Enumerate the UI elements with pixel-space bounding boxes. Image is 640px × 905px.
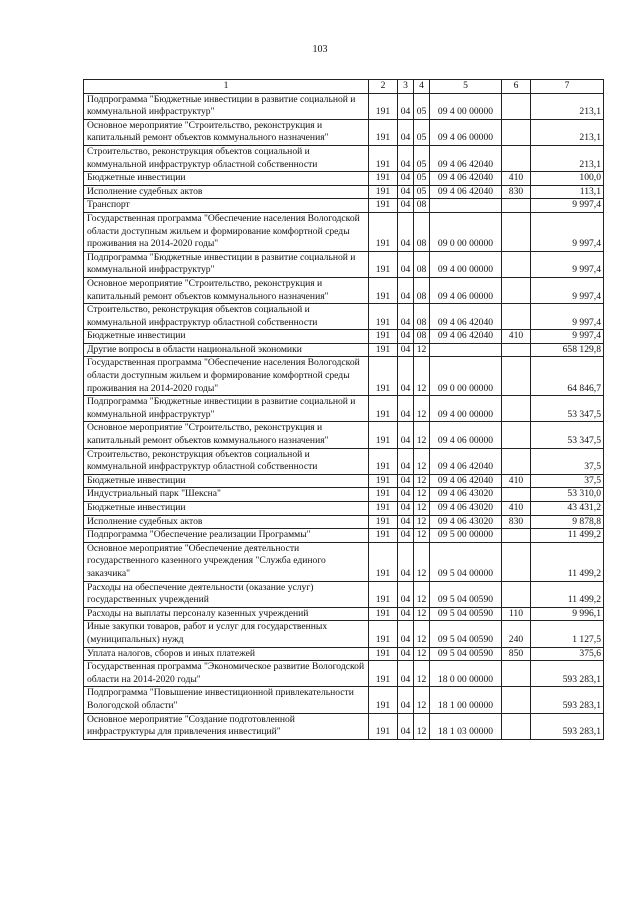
section-code-cell: 04 (398, 277, 414, 303)
expense-type-cell: 110 (502, 607, 531, 621)
amount-cell: 113,1 (531, 185, 604, 199)
amount-cell: 9 997,4 (531, 212, 604, 251)
ministry-code-cell: 191 (369, 93, 398, 119)
target-item-cell: 09 4 06 42040 (430, 448, 502, 474)
subsection-code-cell: 12 (414, 474, 430, 488)
page-number: 103 (312, 44, 328, 55)
target-item-cell (430, 343, 502, 357)
column-header: 7 (531, 80, 604, 94)
ministry-code-cell: 191 (369, 330, 398, 344)
target-item-cell: 09 4 06 43020 (430, 515, 502, 529)
subsection-code-cell: 12 (414, 448, 430, 474)
row-name-cell: Основное мероприятие "Строительство, реконструкция и капитальный ремонт объектов коммунального назначения" (84, 422, 369, 448)
row-name-cell: Индустриальный парк "Шексна" (84, 488, 369, 502)
subsection-code-cell: 12 (414, 357, 430, 396)
amount-cell: 9 878,8 (531, 515, 604, 529)
expense-type-cell (502, 357, 531, 396)
target-item-cell: 09 4 06 42040 (430, 145, 502, 171)
row-name-cell: Основное мероприятие "Строительство, реконструкция и капитальный ремонт объектов коммунального назначения" (84, 277, 369, 303)
subsection-code-cell: 08 (414, 251, 430, 277)
expense-type-cell (502, 687, 531, 713)
section-code-cell: 04 (398, 687, 414, 713)
expense-type-cell (502, 251, 531, 277)
row-name-cell: Подпрограмма "Обеспечение реализации Программы" (84, 529, 369, 543)
table-body (84, 93, 604, 739)
column-header: 3 (398, 80, 414, 94)
target-item-cell: 09 5 04 00590 (430, 647, 502, 661)
row-name-cell: Иные закупки товаров, работ и услуг для государственных (муниципальных) нужд (84, 621, 369, 647)
expense-type-cell: 830 (502, 515, 531, 529)
subsection-code-cell: 08 (414, 277, 430, 303)
target-item-cell: 09 5 00 00000 (430, 529, 502, 543)
table-row (84, 185, 604, 199)
target-item-cell: 09 0 00 00000 (430, 212, 502, 251)
expense-type-cell (502, 542, 531, 581)
target-item-cell: 09 0 00 00000 (430, 357, 502, 396)
target-item-cell: 09 4 06 42040 (430, 172, 502, 186)
subsection-code-cell: 12 (414, 621, 430, 647)
expense-type-cell: 410 (502, 330, 531, 344)
ministry-code-cell: 191 (369, 515, 398, 529)
amount-cell: 100,0 (531, 172, 604, 186)
expense-type-cell (502, 119, 531, 145)
row-name-cell: Другие вопросы в области национальной экономики (84, 343, 369, 357)
table-row (84, 448, 604, 474)
table-row (84, 474, 604, 488)
amount-cell: 593 283,1 (531, 687, 604, 713)
section-code-cell: 04 (398, 542, 414, 581)
ministry-code-cell: 191 (369, 172, 398, 186)
expense-type-cell (502, 396, 531, 422)
section-code-cell: 04 (398, 422, 414, 448)
expense-type-cell: 850 (502, 647, 531, 661)
amount-cell: 43 431,2 (531, 502, 604, 516)
section-code-cell: 04 (398, 529, 414, 543)
section-code-cell: 04 (398, 713, 414, 739)
expense-type-cell: 830 (502, 185, 531, 199)
budget-table (83, 79, 604, 740)
table-row (84, 172, 604, 186)
row-name-cell: Государственная программа "Обеспечение населения Вологодской области доступным жильем и формирование комфортной среды проживания на 2014-2020 годы" (84, 357, 369, 396)
row-name-cell: Уплата налогов, сборов и иных платежей (84, 647, 369, 661)
section-code-cell: 04 (398, 145, 414, 171)
expense-type-cell (502, 304, 531, 330)
section-code-cell: 04 (398, 304, 414, 330)
row-name-cell: Государственная программа "Обеспечение населения Вологодской области доступным жильем и формирование комфортной среды проживания на 2014-2020 годы" (84, 212, 369, 251)
section-code-cell: 04 (398, 119, 414, 145)
subsection-code-cell: 12 (414, 343, 430, 357)
row-name-cell: Бюджетные инвестиции (84, 330, 369, 344)
ministry-code-cell: 191 (369, 119, 398, 145)
column-header: 1 (84, 80, 369, 94)
expense-type-cell (502, 713, 531, 739)
amount-cell: 213,1 (531, 145, 604, 171)
subsection-code-cell: 12 (414, 687, 430, 713)
ministry-code-cell: 191 (369, 488, 398, 502)
target-item-cell: 09 4 06 00000 (430, 422, 502, 448)
amount-cell: 9 996,1 (531, 607, 604, 621)
table-row (84, 581, 604, 607)
table-row (84, 199, 604, 213)
expense-type-cell (502, 448, 531, 474)
section-code-cell: 04 (398, 448, 414, 474)
subsection-code-cell: 12 (414, 502, 430, 516)
expense-type-cell (502, 212, 531, 251)
amount-cell: 53 347,5 (531, 422, 604, 448)
row-name-cell: Бюджетные инвестиции (84, 502, 369, 516)
ministry-code-cell: 191 (369, 251, 398, 277)
subsection-code-cell: 12 (414, 529, 430, 543)
ministry-code-cell: 191 (369, 474, 398, 488)
amount-cell: 9 997,4 (531, 277, 604, 303)
table-row (84, 488, 604, 502)
ministry-code-cell: 191 (369, 357, 398, 396)
subsection-code-cell: 05 (414, 119, 430, 145)
amount-cell: 9 997,4 (531, 199, 604, 213)
subsection-code-cell: 12 (414, 581, 430, 607)
target-item-cell: 09 4 06 00000 (430, 277, 502, 303)
subsection-code-cell: 12 (414, 661, 430, 687)
ministry-code-cell: 191 (369, 607, 398, 621)
ministry-code-cell: 191 (369, 277, 398, 303)
ministry-code-cell: 191 (369, 621, 398, 647)
amount-cell: 53 347,5 (531, 396, 604, 422)
target-item-cell: 09 4 06 43020 (430, 488, 502, 502)
row-name-cell: Строительство, реконструкция объектов социальной и коммунальной инфраструктур областной собственности (84, 145, 369, 171)
table-row (84, 687, 604, 713)
column-header: 5 (430, 80, 502, 94)
section-code-cell: 04 (398, 251, 414, 277)
target-item-cell: 09 4 06 42040 (430, 304, 502, 330)
expense-type-cell (502, 581, 531, 607)
table-row (84, 304, 604, 330)
table-row (84, 251, 604, 277)
ministry-code-cell: 191 (369, 581, 398, 607)
subsection-code-cell: 05 (414, 145, 430, 171)
subsection-code-cell: 12 (414, 647, 430, 661)
target-item-cell: 09 4 06 42040 (430, 185, 502, 199)
ministry-code-cell: 191 (369, 647, 398, 661)
amount-cell: 213,1 (531, 119, 604, 145)
amount-cell: 11 499,2 (531, 529, 604, 543)
column-header: 2 (369, 80, 398, 94)
section-code-cell: 04 (398, 488, 414, 502)
table-row (84, 119, 604, 145)
ministry-code-cell: 191 (369, 502, 398, 516)
amount-cell: 64 846,7 (531, 357, 604, 396)
subsection-code-cell: 12 (414, 713, 430, 739)
subsection-code-cell: 12 (414, 422, 430, 448)
table-row (84, 607, 604, 621)
expense-type-cell (502, 199, 531, 213)
row-name-cell: Бюджетные инвестиции (84, 172, 369, 186)
row-name-cell: Подпрограмма "Бюджетные инвестиции в развитие социальной и коммунальной инфраструктур" (84, 251, 369, 277)
subsection-code-cell: 12 (414, 515, 430, 529)
section-code-cell: 04 (398, 502, 414, 516)
section-code-cell: 04 (398, 607, 414, 621)
amount-cell: 213,1 (531, 93, 604, 119)
column-header: 4 (414, 80, 430, 94)
target-item-cell: 09 5 04 00590 (430, 607, 502, 621)
table-row (84, 396, 604, 422)
expense-type-cell (502, 343, 531, 357)
expense-type-cell (502, 145, 531, 171)
amount-cell: 658 129,8 (531, 343, 604, 357)
subsection-code-cell: 05 (414, 93, 430, 119)
subsection-code-cell: 08 (414, 304, 430, 330)
subsection-code-cell: 08 (414, 212, 430, 251)
expense-type-cell: 410 (502, 502, 531, 516)
table-row (84, 661, 604, 687)
section-code-cell: 04 (398, 172, 414, 186)
target-item-cell: 09 5 04 00590 (430, 581, 502, 607)
row-name-cell: Бюджетные инвестиции (84, 474, 369, 488)
row-name-cell: Исполнение судебных актов (84, 515, 369, 529)
table-row (84, 357, 604, 396)
expense-type-cell: 410 (502, 172, 531, 186)
row-name-cell: Подпрограмма "Бюджетные инвестиции в развитие социальной и коммунальной инфраструктур" (84, 396, 369, 422)
target-item-cell: 18 1 03 00000 (430, 713, 502, 739)
target-item-cell: 09 4 06 00000 (430, 119, 502, 145)
amount-cell: 9 997,4 (531, 330, 604, 344)
row-name-cell: Строительство, реконструкция объектов социальной и коммунальной инфраструктур областной собственности (84, 448, 369, 474)
ministry-code-cell: 191 (369, 185, 398, 199)
section-code-cell: 04 (398, 515, 414, 529)
table-row (84, 529, 604, 543)
amount-cell: 375,6 (531, 647, 604, 661)
section-code-cell: 04 (398, 199, 414, 213)
target-item-cell: 09 4 06 42040 (430, 474, 502, 488)
table-row (84, 145, 604, 171)
row-name-cell: Основное мероприятие "Создание подготовленной инфраструктуры для привлечения инвестиций" (84, 713, 369, 739)
ministry-code-cell: 191 (369, 199, 398, 213)
table-row (84, 542, 604, 581)
section-code-cell: 04 (398, 647, 414, 661)
section-code-cell: 04 (398, 474, 414, 488)
ministry-code-cell: 191 (369, 687, 398, 713)
row-name-cell: Подпрограмма "Бюджетные инвестиции в развитие социальной и коммунальной инфраструктур" (84, 93, 369, 119)
expense-type-cell (502, 277, 531, 303)
column-header: 6 (502, 80, 531, 94)
subsection-code-cell: 12 (414, 396, 430, 422)
expense-type-cell: 240 (502, 621, 531, 647)
amount-cell: 593 283,1 (531, 661, 604, 687)
expense-type-cell: 410 (502, 474, 531, 488)
row-name-cell: Транспорт (84, 199, 369, 213)
expense-type-cell (502, 529, 531, 543)
row-name-cell: Подпрограмма "Повышение инвестиционной привлекательности Вологодской области" (84, 687, 369, 713)
ministry-code-cell: 191 (369, 145, 398, 171)
subsection-code-cell: 05 (414, 185, 430, 199)
expense-type-cell (502, 488, 531, 502)
table-row (84, 343, 604, 357)
table-row (84, 93, 604, 119)
section-code-cell: 04 (398, 357, 414, 396)
amount-cell: 37,5 (531, 474, 604, 488)
ministry-code-cell: 191 (369, 448, 398, 474)
ministry-code-cell: 191 (369, 343, 398, 357)
section-code-cell: 04 (398, 212, 414, 251)
ministry-code-cell: 191 (369, 304, 398, 330)
table-row (84, 277, 604, 303)
table-row (84, 422, 604, 448)
target-item-cell: 09 4 00 00000 (430, 93, 502, 119)
table-row (84, 330, 604, 344)
target-item-cell: 09 4 06 42040 (430, 330, 502, 344)
ministry-code-cell: 191 (369, 212, 398, 251)
section-code-cell: 04 (398, 396, 414, 422)
section-code-cell: 04 (398, 343, 414, 357)
ministry-code-cell: 191 (369, 529, 398, 543)
amount-cell: 9 997,4 (531, 251, 604, 277)
table-header-row (84, 80, 604, 94)
amount-cell: 593 283,1 (531, 713, 604, 739)
ministry-code-cell: 191 (369, 661, 398, 687)
row-name-cell: Расходы на обеспечение деятельности (оказание услуг) государственных учреждений (84, 581, 369, 607)
table-row (84, 515, 604, 529)
table-row (84, 621, 604, 647)
table-row (84, 212, 604, 251)
row-name-cell: Государственная программа "Экономическое развитие Вологодской области на 2014-2020 годы" (84, 661, 369, 687)
ministry-code-cell: 191 (369, 713, 398, 739)
table-row (84, 713, 604, 739)
ministry-code-cell: 191 (369, 422, 398, 448)
target-item-cell: 09 5 04 00590 (430, 621, 502, 647)
section-code-cell: 04 (398, 93, 414, 119)
amount-cell: 11 499,2 (531, 542, 604, 581)
target-item-cell (430, 199, 502, 213)
amount-cell: 11 499,2 (531, 581, 604, 607)
row-name-cell: Расходы на выплаты персоналу казенных учреждений (84, 607, 369, 621)
row-name-cell: Основное мероприятие "Строительство, реконструкция и капитальный ремонт объектов коммунального назначения" (84, 119, 369, 145)
subsection-code-cell: 12 (414, 542, 430, 581)
target-item-cell: 09 4 00 00000 (430, 251, 502, 277)
row-name-cell: Исполнение судебных актов (84, 185, 369, 199)
table-row (84, 647, 604, 661)
table-row (84, 502, 604, 516)
section-code-cell: 04 (398, 621, 414, 647)
section-code-cell: 04 (398, 185, 414, 199)
subsection-code-cell: 12 (414, 607, 430, 621)
section-code-cell: 04 (398, 581, 414, 607)
subsection-code-cell: 12 (414, 488, 430, 502)
subsection-code-cell: 05 (414, 172, 430, 186)
ministry-code-cell: 191 (369, 542, 398, 581)
subsection-code-cell: 08 (414, 330, 430, 344)
row-name-cell: Строительство, реконструкция объектов социальной и коммунальной инфраструктур областной собственности (84, 304, 369, 330)
section-code-cell: 04 (398, 661, 414, 687)
section-code-cell: 04 (398, 330, 414, 344)
target-item-cell: 09 5 04 00000 (430, 542, 502, 581)
ministry-code-cell: 191 (369, 396, 398, 422)
target-item-cell: 09 4 00 00000 (430, 396, 502, 422)
target-item-cell: 18 0 00 00000 (430, 661, 502, 687)
subsection-code-cell: 08 (414, 199, 430, 213)
amount-cell: 37,5 (531, 448, 604, 474)
row-name-cell: Основное мероприятие "Обеспечение деятельности государственного казенного учреждения "Служба единого заказчика" (84, 542, 369, 581)
target-item-cell: 09 4 06 43020 (430, 502, 502, 516)
expense-type-cell (502, 93, 531, 119)
expense-type-cell (502, 661, 531, 687)
amount-cell: 53 310,0 (531, 488, 604, 502)
amount-cell: 9 997,4 (531, 304, 604, 330)
expense-type-cell (502, 422, 531, 448)
target-item-cell: 18 1 00 00000 (430, 687, 502, 713)
amount-cell: 1 127,5 (531, 621, 604, 647)
